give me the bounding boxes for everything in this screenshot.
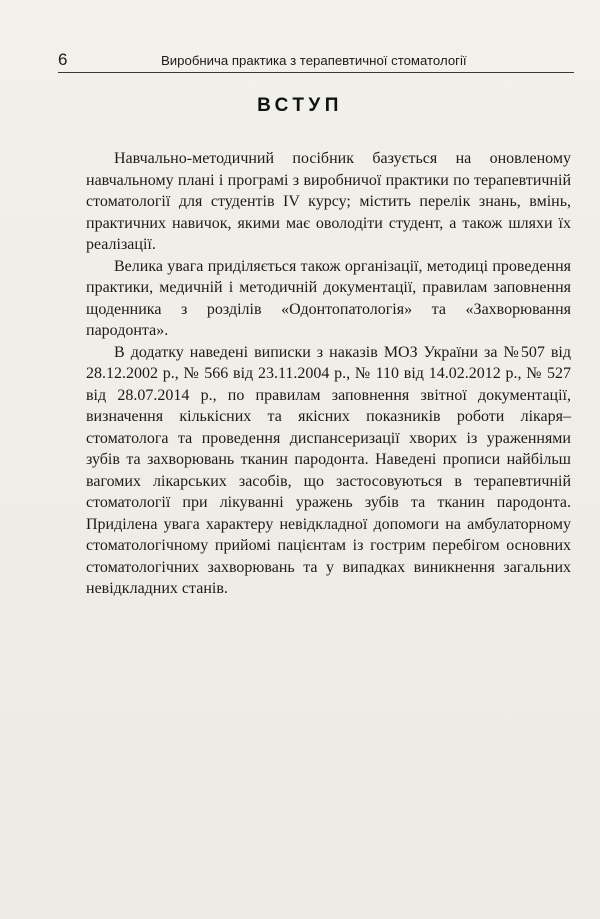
running-title: Виробнича практика з терапевтичної стоматології — [161, 52, 467, 68]
paragraph: Навчально-методичний посібник базується на оновленому навчальному плані і програмі з виробничої практики по терапевтичній стоматології для студентів IV курсу; містить перелік знань, вмінь, практичних навичок, якими має оволодіти студент, а також шляхи їх реалізації. — [86, 150, 571, 253]
section-title: ВСТУП — [257, 95, 343, 116]
body-text — [86, 148, 571, 600]
paragraph: Велика увага приділяється також організації, методиці проведення практики, медичній і методичній документації, правилам заповнення щоденника з розділів «Одонтопатологія» та «Захворювання пародонта». — [86, 257, 571, 339]
running-header — [58, 48, 574, 73]
page-number: 6 — [58, 50, 68, 69]
paragraph: В додатку наведені виписки з наказів МОЗ України за №507 від 28.12.2002 р., № 566 від 23.11.2004 р., № 110 від 14.02.2012 р., № 527 від 28.07.2014 р., по правилам заповнення звітної документації, визначення кількісних та якісних показників роботи лікаря–стоматолога та проведення диспансеризації хворих із ураженнями зубів та захворювань тканин пародонта. Наведені прописи найбільш вагомих лікарських засобів, що застосовуються в терапевтичній стоматології при лікуванні уражень зубів та тканин пародонта. Приділена увага характеру невідкладної допомоги на амбулаторному стоматологічному прийомі пацієнтам із гострим перебігом основних стоматологічних захворювань та у випадках виникнення загальних невідкладних станів. — [86, 343, 571, 597]
